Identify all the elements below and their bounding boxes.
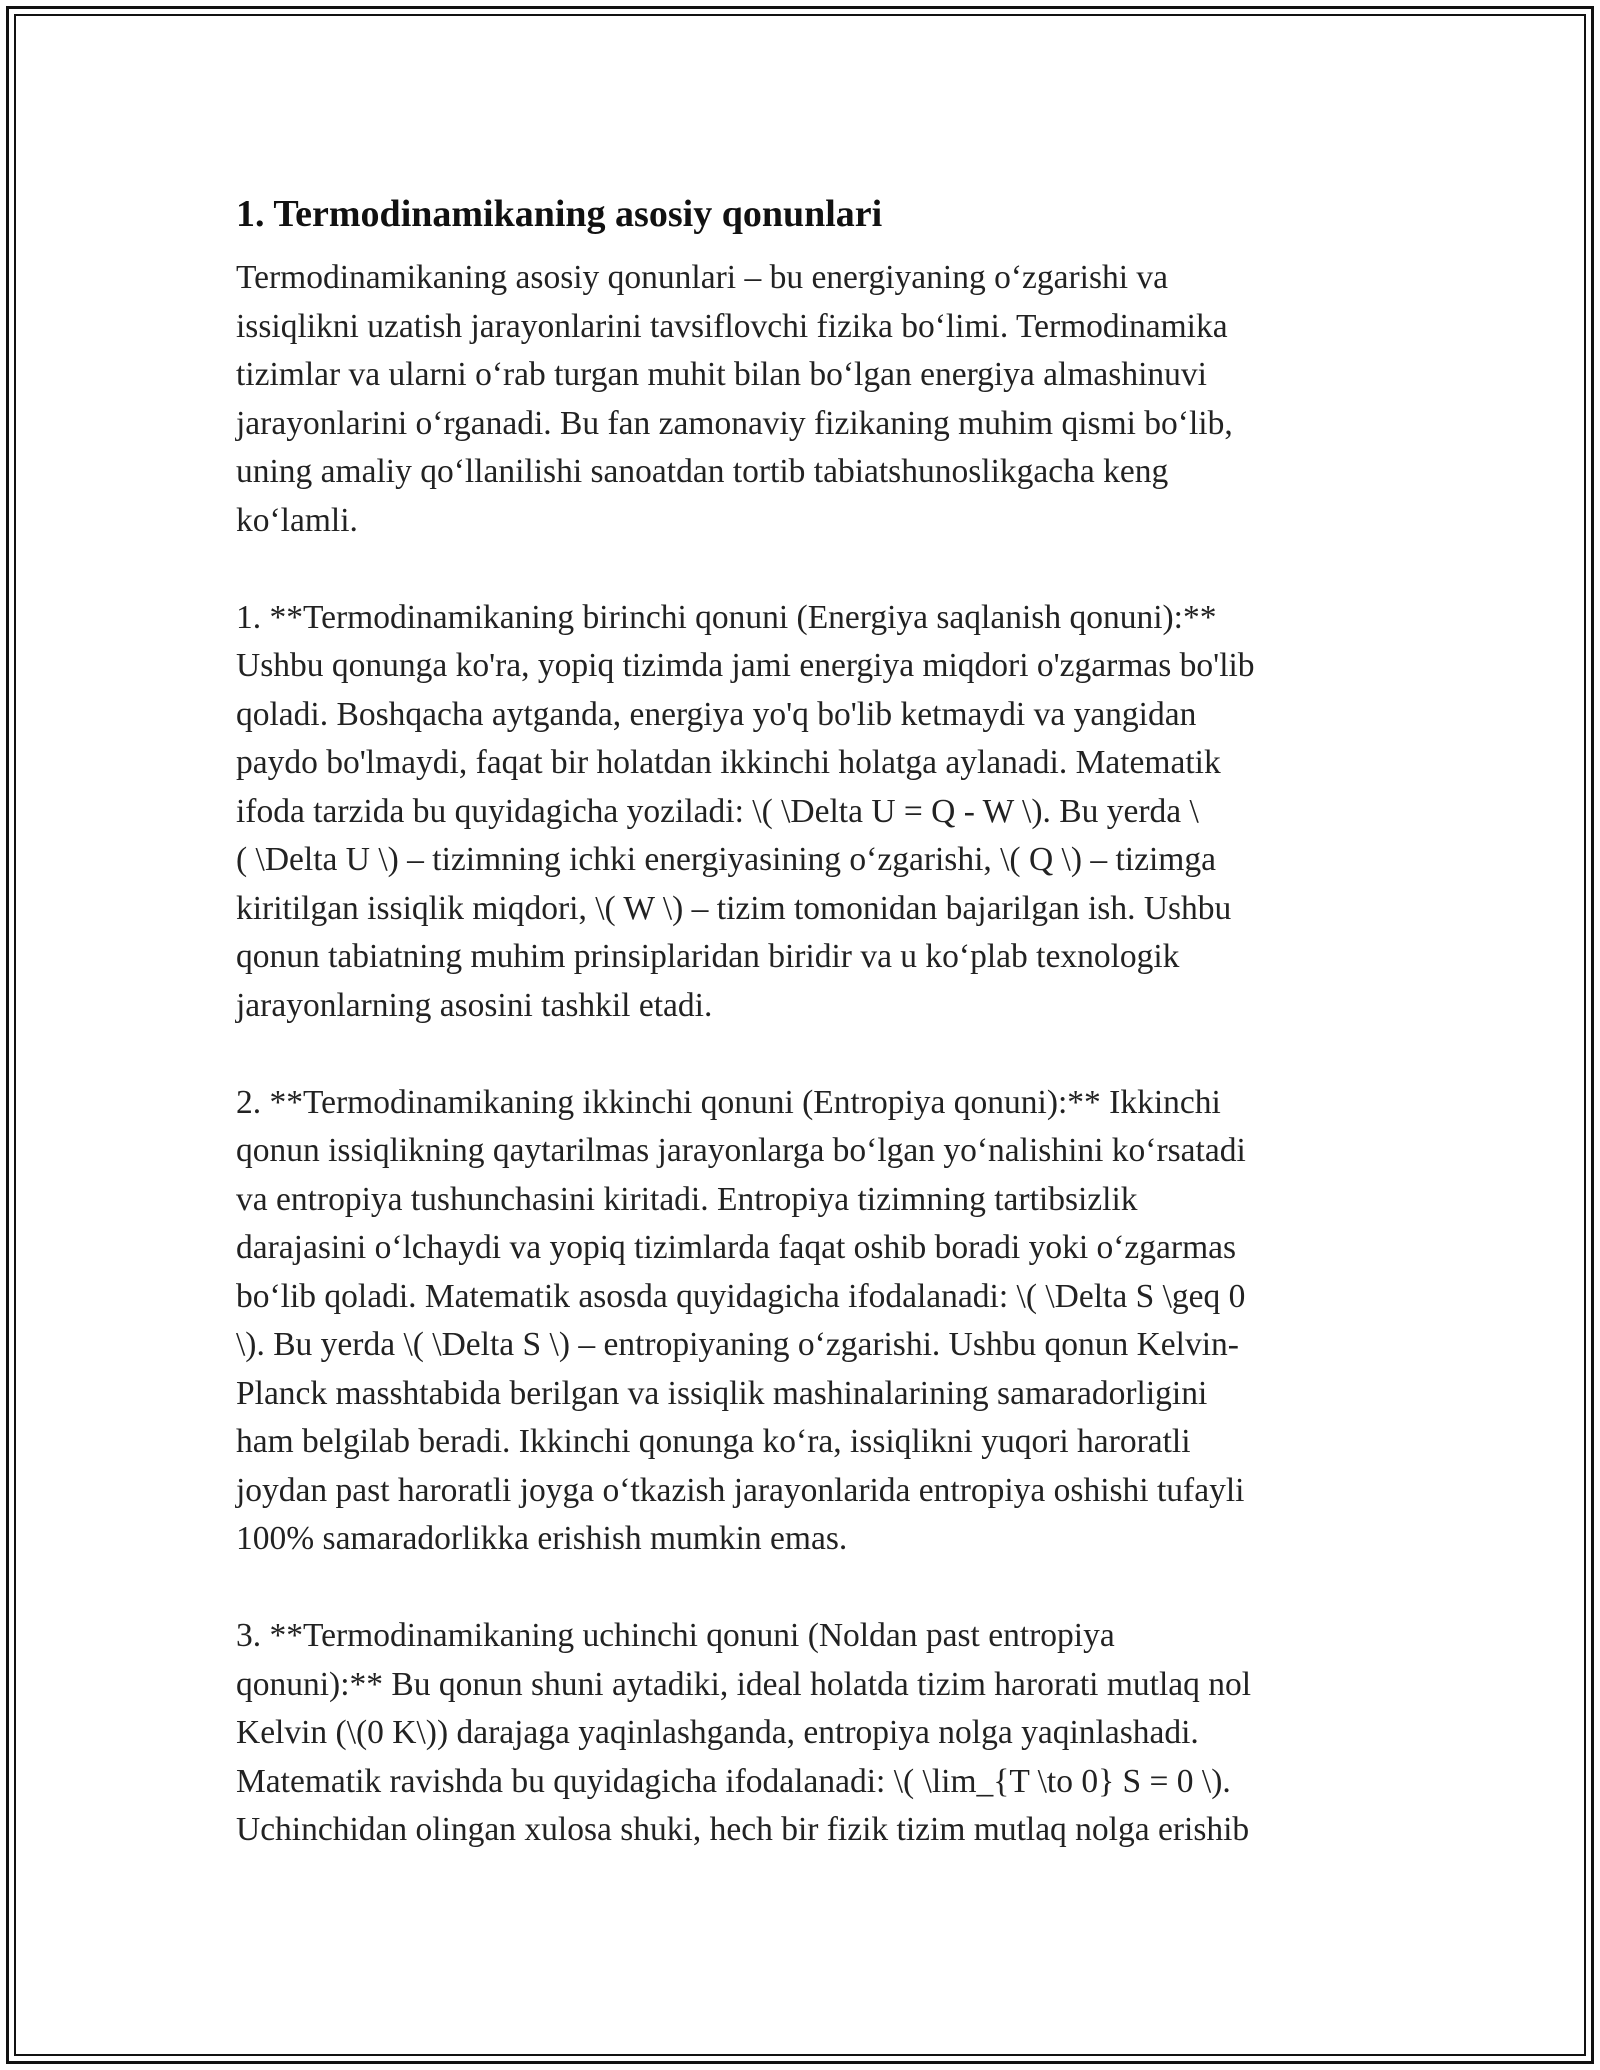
text-line: ham belgilab beradi. Ikkinchi qonunga koʻra, issiqlikni yuqori haroratli — [236, 1423, 1191, 1460]
text-line: Matematik ravishda bu quyidagicha ifodalanadi: \( \lim_{T \to 0} S = 0 \). — [236, 1762, 1231, 1800]
document-body — [236, 186, 1366, 1855]
text-line: 100% samaradorlikka erishish mumkin emas. — [236, 1520, 848, 1557]
text-line: qoladi. Boshqacha aytganda, energiya yo'q bo'lib ketmaydi va yangidan — [236, 695, 1197, 733]
paragraph-list — [236, 254, 1366, 1855]
text-line: \). Bu yerda \( \Delta S \) – entropiyaning oʻzgarishi. Ushbu qonun Kelvin- — [236, 1326, 1239, 1363]
text-line: uning amaliy qoʻllanilishi sanoatdan tortib tabiatshunoslikgacha keng — [236, 453, 1169, 490]
text-line: 3. **Termodinamikaning uchinchi qonuni (Noldan past entropiya — [236, 1617, 1115, 1654]
text-line: Kelvin (\(0 K\)) darajaga yaqinlashganda, entropiya nolga yaqinlashadi. — [236, 1714, 1199, 1751]
text-line: paydo bo'lmaydi, faqat bir holatdan ikkinchi holatga aylanadi. Matematik — [236, 744, 1221, 781]
text-line: qonun issiqlikning qaytarilmas jarayonlarga boʻlgan yoʻnalishini koʻrsatadi — [236, 1132, 1246, 1169]
paragraph-4 — [236, 1612, 1366, 1855]
text-line: jarayonlarini oʻrganadi. Bu fan zamonaviy fizikaning muhim qismi boʻlib, — [236, 404, 1233, 442]
text-line: ( \Delta U \) – tizimning ichki energiyasining oʻzgarishi, \( Q \) – tizimga — [236, 841, 1216, 878]
paragraph-2 — [236, 594, 1366, 1031]
text-line: 1. **Termodinamikaning birinchi qonuni (Energiya saqlanish qonuni):** — [236, 598, 1217, 636]
text-line: tizimlar va ularni oʻrab turgan muhit bilan boʻlgan energiya almashinuvi — [236, 356, 1207, 393]
text-line: ifoda tarzida bu quyidagicha yoziladi: \( \Delta U = Q - W \). Bu yerda \ — [236, 792, 1199, 830]
text-line: koʻlamli. — [236, 501, 358, 539]
text-line: darajasini oʻlchaydi va yopiq tizimlarda faqat oshib boradi yoki oʻzgarmas — [236, 1229, 1237, 1266]
text-line: Termodinamikaning asosiy qonunlari – bu energiyaning oʻzgarishi va — [236, 259, 1169, 296]
paragraph-3 — [236, 1079, 1366, 1564]
text-line: jarayonlarning asosini tashkil etadi. — [236, 986, 713, 1024]
text-line: joydan past haroratli joyga oʻtkazish jarayonlarida entropiya oshishi tufayli — [236, 1471, 1245, 1509]
text-line: Ushbu qonunga ko'ra, yopiq tizimda jami energiya miqdori o'zgarmas bo'lib — [236, 647, 1255, 684]
paragraph-1 — [236, 254, 1366, 545]
text-line: va entropiya tushunchasini kiritadi. Entropiya tizimning tartibsizlik — [236, 1180, 1138, 1218]
document-title: 1. Termodinamikaning asosiy qonunlari — [236, 193, 883, 235]
text-line: kiritilgan issiqlik miqdori, \( W \) – tizim tomonidan bajarilgan ish. Ushbu — [236, 889, 1232, 927]
text-line: qonun tabiatning muhim prinsiplaridan biridir va u koʻplab texnologik — [236, 938, 1180, 975]
text-line: Uchinchidan olingan xulosa shuki, hech bir fizik tizim mutlaq nolga erishib — [236, 1811, 1250, 1848]
text-line: issiqlikni uzatish jarayonlarini tavsiflovchi fizika boʻlimi. Termodinamika — [236, 307, 1228, 345]
text-line: 2. **Termodinamikaning ikkinchi qonuni (Entropiya qonuni):** Ikkinchi — [236, 1083, 1221, 1121]
text-line: Planck masshtabida berilgan va issiqlik mashinalarining samaradorligini — [236, 1374, 1208, 1412]
text-line: boʻlib qoladi. Matematik asosda quyidagicha ifodalanadi: \( \Delta S \geq 0 — [236, 1277, 1246, 1315]
text-line: qonuni):** Bu qonun shuni aytadiki, ideal holatda tizim harorati mutlaq nol — [236, 1665, 1252, 1703]
